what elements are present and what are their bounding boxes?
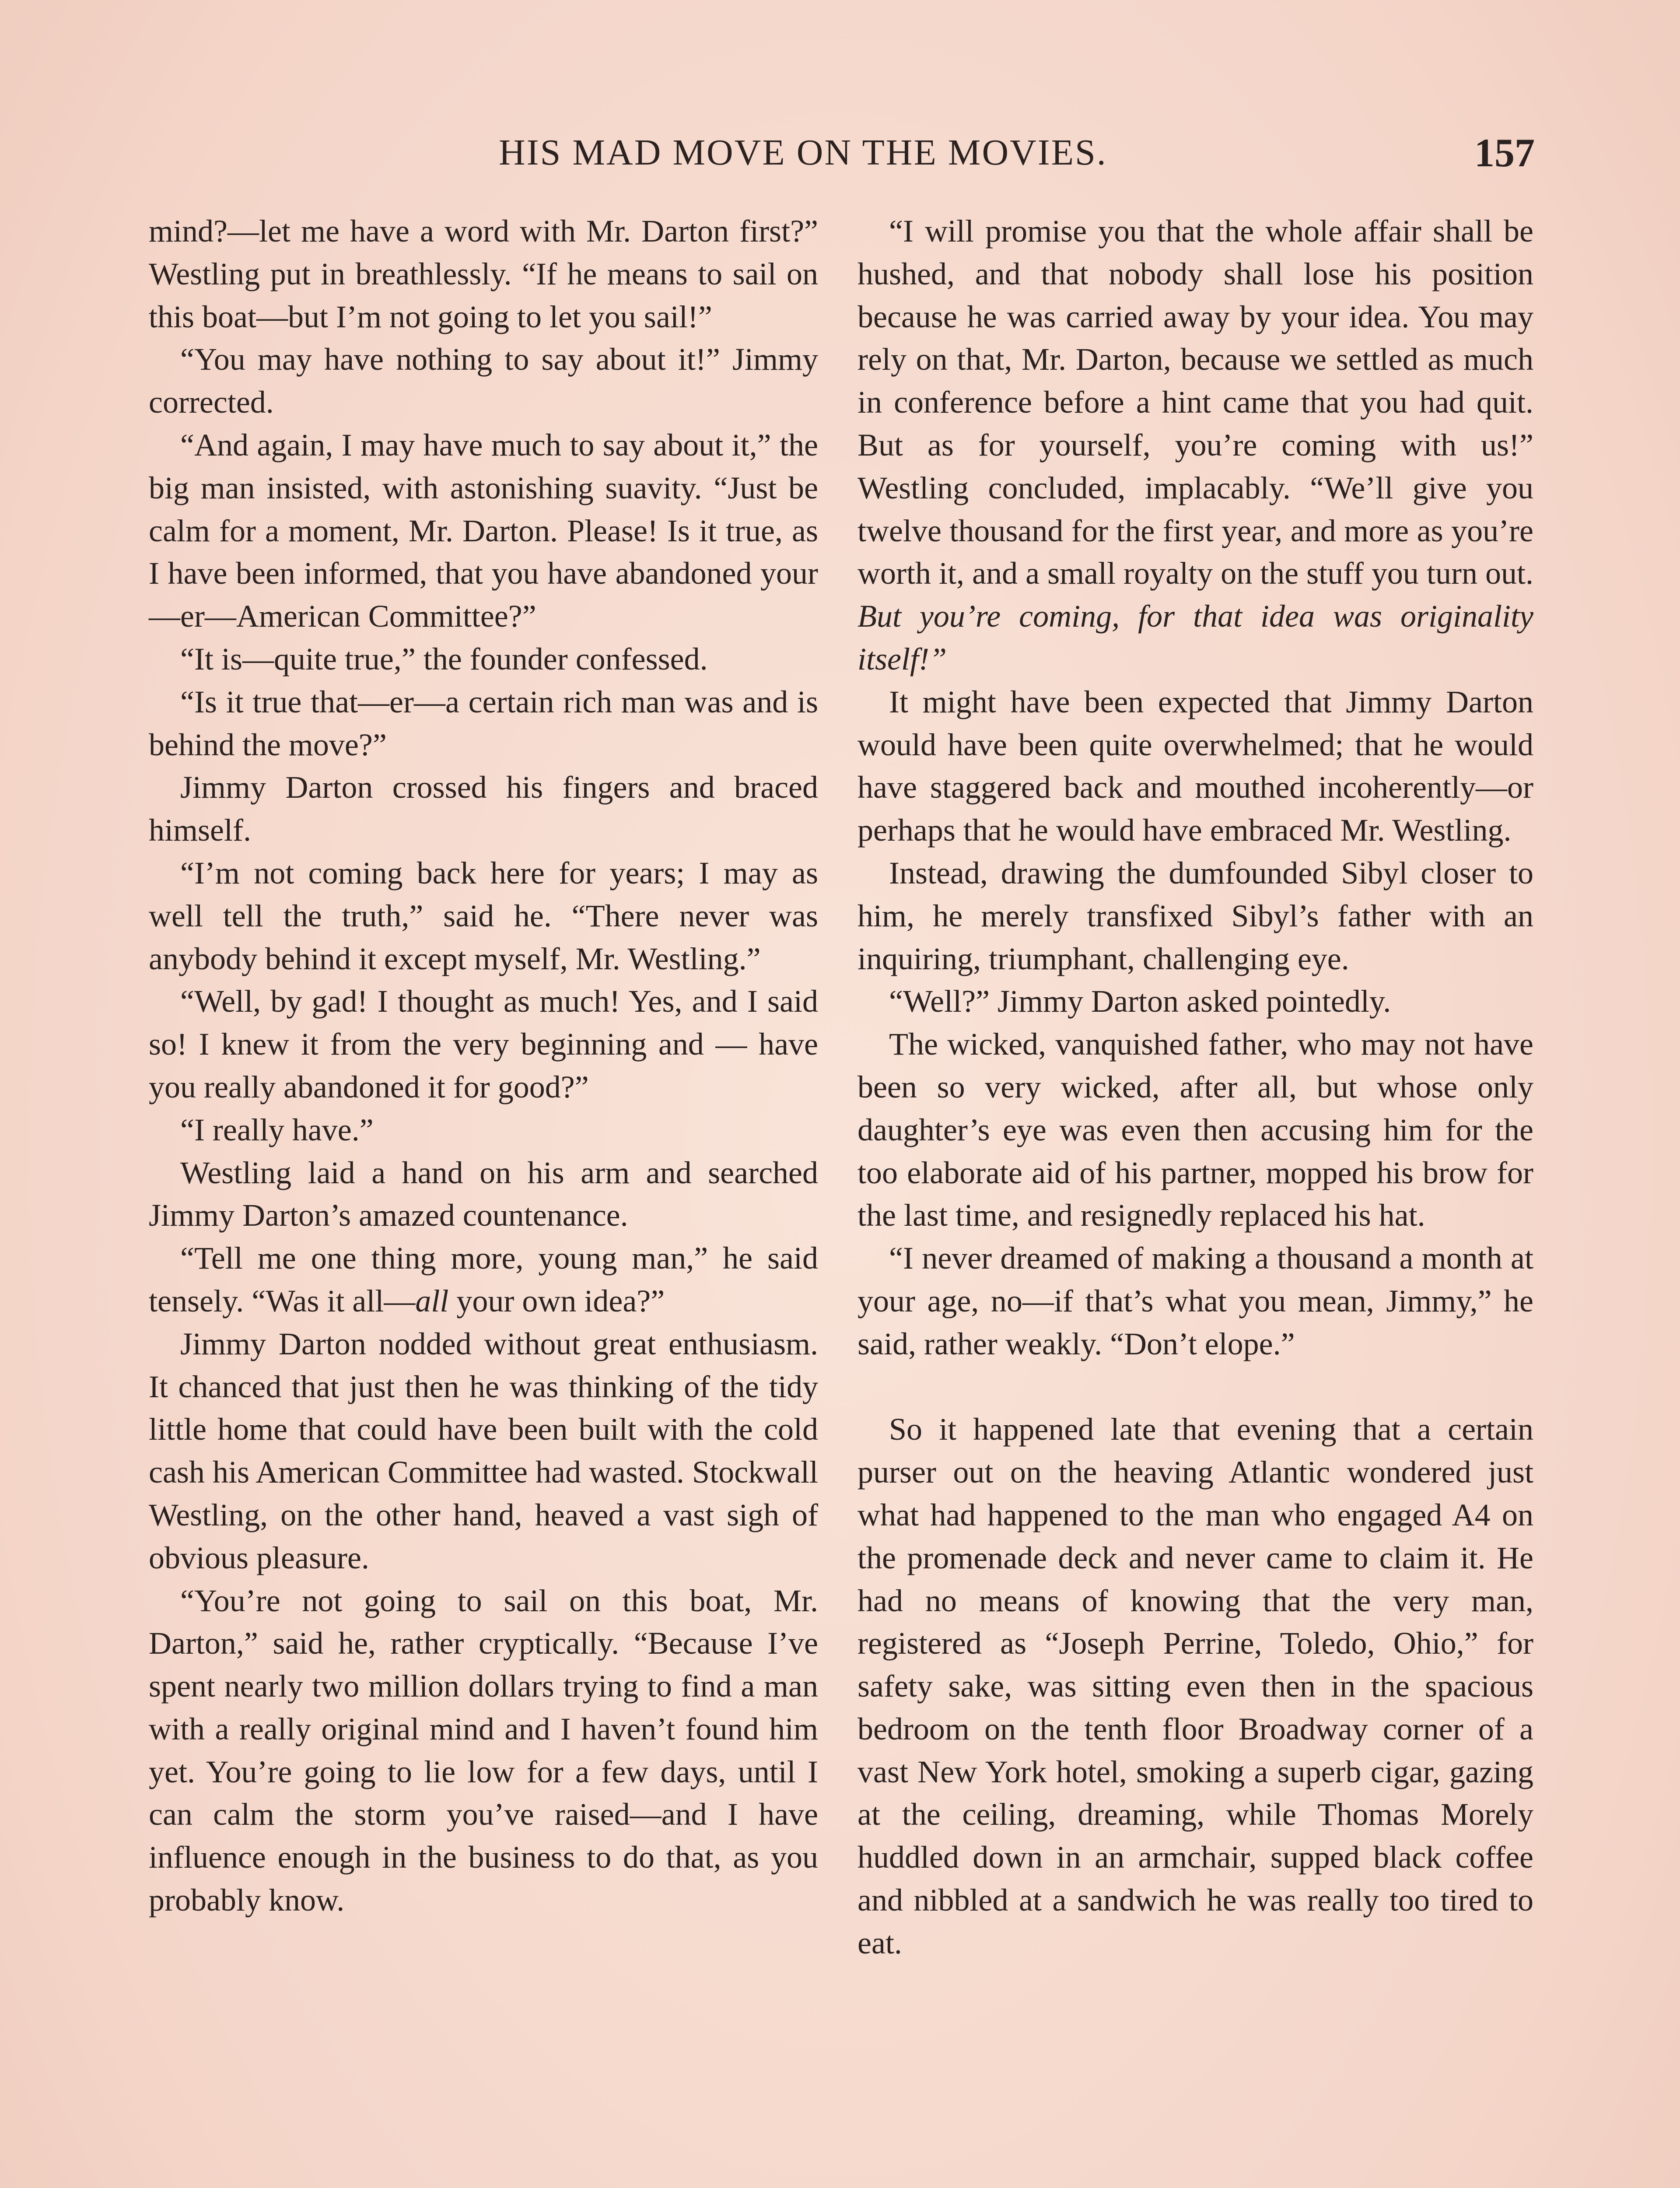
paragraph: Westling laid a hand on his arm and searched Jimmy Darton’s amazed countenance. [149,1155,818,1233]
right-column [858,210,1533,1965]
paragraph: “You’re not going to sail on this boat, Mr. Darton,” said he, rather cryptically. “Because I’ve spent nearly two million dollars trying to find a man with a really original mind and I haven’t found him yet. You’re going to lie low for a few days, until I can calm the storm you’ve raised—and I have influence enough in the business to do that, as you probably know. [149,1583,818,1918]
paragraph: Jimmy Darton crossed his fingers and braced himself. [149,770,818,848]
paragraph: So it happened late that evening that a certain purser out on the heaving Atlantic wondered just what had happened to the man who engaged A4 on the promenade deck and never came to claim it. He had no means of knowing that the very man, registered as “Joseph Perrine, Toledo, Ohio,” for safety sake, was sitting even then in the spacious bedroom on the tenth floor Broadway corner of a vast New York hotel, smoking a superb cigar, gazing at the ceiling, dreaming, while Thomas Morely huddled down in an armchair, supped black coffee and nibbled at a sandwich he was really too tired to eat. [858,1412,1533,1960]
paragraph: “I will promise you that the whole affair shall be hushed, and that nobody shall lose his position because he was carried away by your idea. You may rely on that, Mr. Darton, because we settled as much in conference before a hint came that you had quit. But as for yourself, you’re coming with us!” Westling concluded, implacably. “We’ll give you twelve thousand for the first year, and more as you’re worth it, and a small royalty on the stuff you turn out. But you’re coming, for that idea was originality itself!” [858,214,1533,677]
paragraph: “I really have.” [180,1112,374,1147]
paragraph: “I’m not coming back here for years; I may as well tell the truth,” said he. “There never was anybody behind it except myself, Mr. Westling.” [149,855,818,976]
left-column [149,210,818,1922]
paragraph: “Tell me one thing more, young man,” he said tensely. “Was it all—all your own idea?” [149,1241,818,1318]
paragraph: The wicked, vanquished father, who may not have been so very wicked, after all, but whose only daughter’s eye was even then accusing him for the too elaborate aid of his partner, mopped his brow for the last time, and resignedly replaced his hat. [858,1027,1533,1233]
paragraph: “You may have nothing to say about it!” Jimmy corrected. [149,342,818,420]
paragraph: “Well?” Jimmy Darton asked pointedly. [889,984,1391,1019]
paragraph: “It is—quite true,” the founder confessed. [180,641,708,677]
paragraph: “And again, I may have much to say about it,” the big man insisted, with astonishing suavity. “Just be calm for a moment, Mr. Darton. Please! Is it true, as I have been informed, that you have abandoned your—er—American Committee?” [149,427,818,634]
paragraph: “I never dreamed of making a thousand a month at your age, no—if that’s what you mean, Jimmy,” he said, rather weakly. “Don’t elope.” [858,1241,1533,1361]
running-title: HIS MAD MOVE ON THE MOVIES. [499,132,1107,173]
paragraph: It might have been expected that Jimmy Darton would have been quite overwhelmed; that he would have staggered back and mouthed incoherently—or perhaps that he would have embraced Mr. Westling. [858,684,1533,848]
paragraph: Jimmy Darton nodded without great enthusiasm. It chanced that just then he was thinking of the tidy little home that could have been built with the cold cash his American Committee had wasted. Stockwall Westling, on the other hand, heaved a vast sigh of obvious pleasure. [149,1326,818,1575]
page-number: 157 [1474,130,1535,175]
paragraph: “Well, by gad! I thought as much! Yes, and I said so! I knew it from the very beginning and — have you really abandoned it for good?” [149,984,818,1105]
paragraph: mind?—let me have a word with Mr. Darton first?” Westling put in breathlessly. “If he means to sail on this boat—but I’m not going to let you sail!” [149,214,818,334]
paragraph: “Is it true that—er—a certain rich man was and is behind the move?” [149,684,818,762]
paragraph: Instead, drawing the dumfounded Sibyl closer to him, he merely transfixed Sibyl’s father with an inquiring, triumphant, challenging eye. [858,855,1533,976]
